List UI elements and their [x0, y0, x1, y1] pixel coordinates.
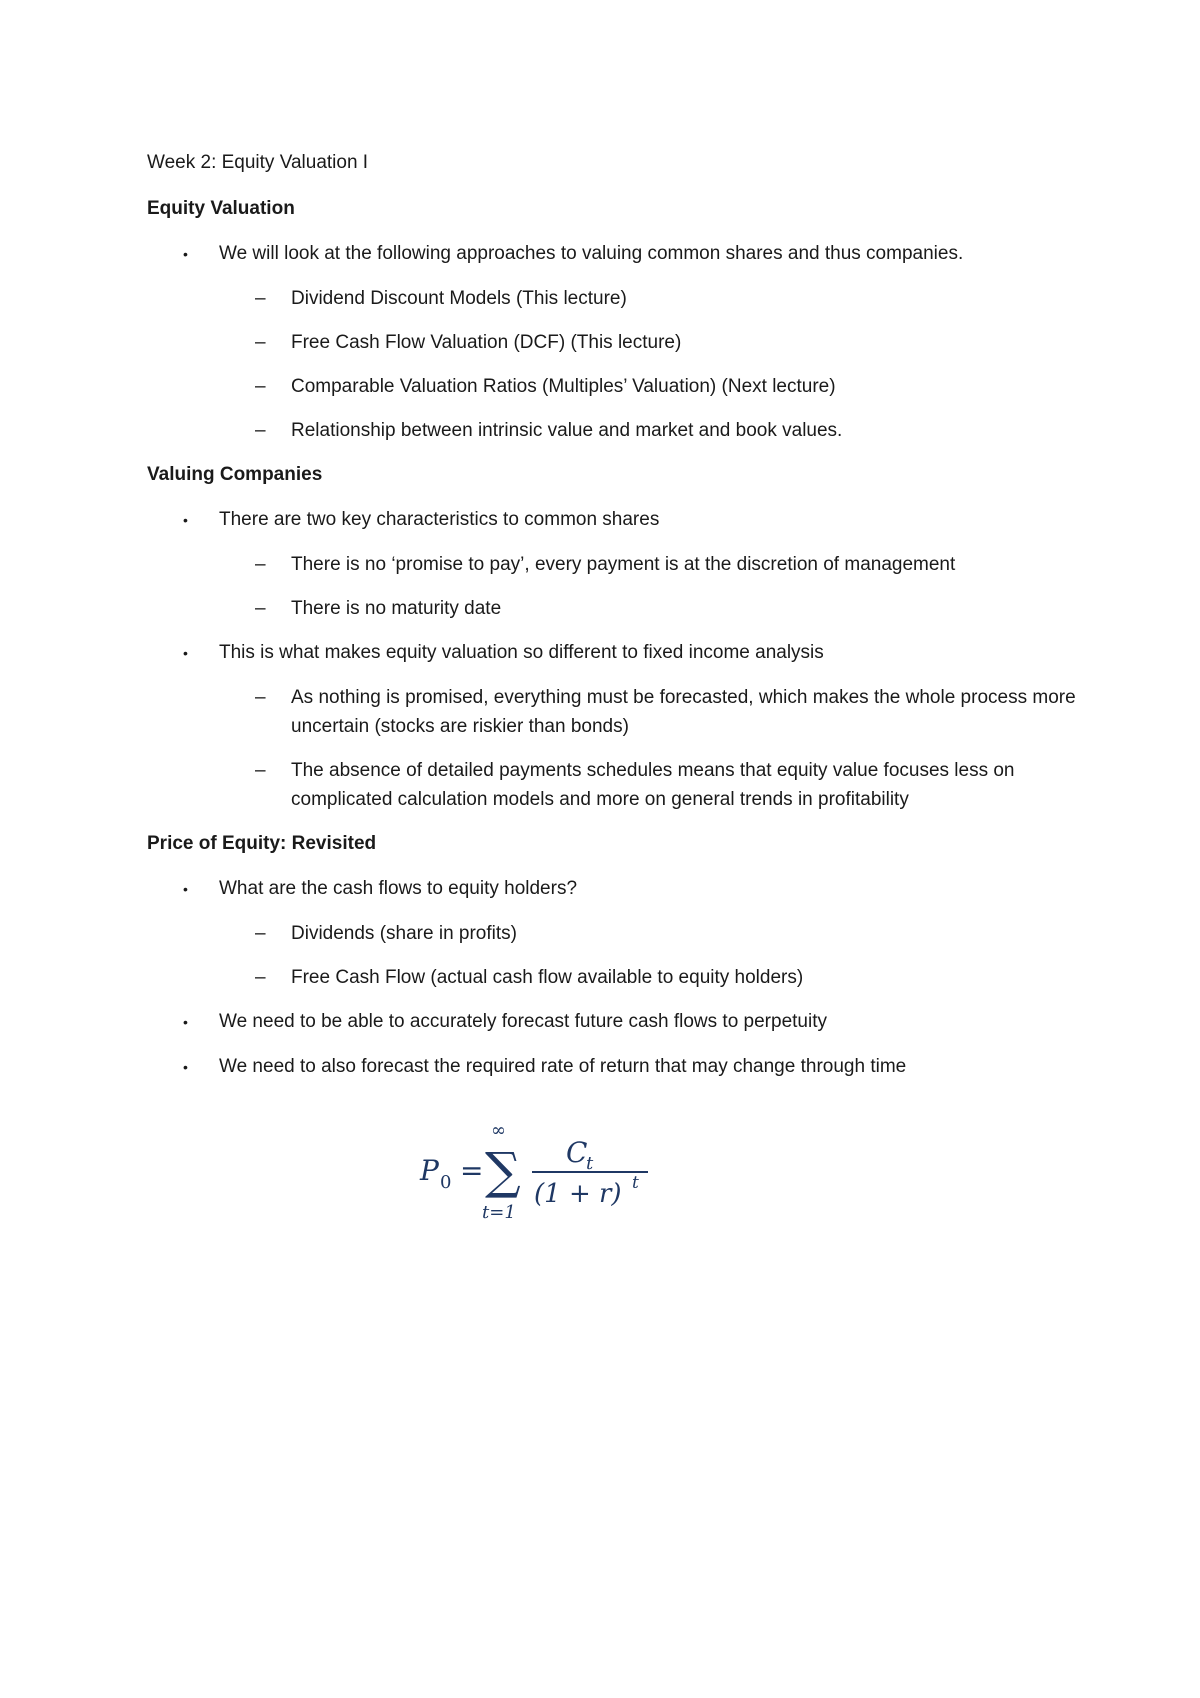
bullet-marker: •	[183, 1014, 188, 1030]
bullet-marker: •	[183, 1059, 188, 1075]
bullet-text: There are two key characteristics to common shares	[219, 509, 660, 530]
sub-bullet-text: There is no maturity date	[291, 598, 502, 619]
formula-denominator-base: (1 + r)	[534, 1179, 622, 1209]
sub-bullet-text: Free Cash Flow (actual cash flow available to equity holders)	[291, 967, 804, 988]
sub-bullet-item	[219, 683, 1077, 741]
dash-marker: –	[255, 923, 266, 944]
dash-marker: –	[255, 760, 266, 781]
dash-marker: –	[255, 420, 266, 441]
sub-bullet-list	[219, 683, 1077, 814]
section-heading: Price of Equity: Revisited	[147, 833, 377, 854]
formula-lhs-subscript: 0	[440, 1172, 452, 1193]
sub-bullet-item	[219, 372, 1077, 401]
bullet-text: We will look at the following approaches to valuing common shares and thus companies.	[219, 243, 964, 264]
sub-bullet-text: Free Cash Flow Valuation (DCF) (This lecture)	[291, 332, 682, 353]
sub-bullet-item	[219, 963, 1077, 992]
document-title: Week 2: Equity Valuation I	[147, 152, 369, 173]
sub-bullet-item	[219, 594, 1077, 623]
formula-lhs-symbol: P	[420, 1154, 439, 1187]
bullet-item	[147, 239, 1077, 445]
sub-bullet-text: Dividend Discount Models (This lecture)	[291, 288, 627, 309]
bullet-marker: •	[183, 246, 188, 262]
bullet-item	[147, 505, 1077, 623]
section-heading: Valuing Companies	[147, 464, 323, 485]
dash-marker: –	[255, 376, 266, 397]
formula-numerator-symbol: C	[566, 1136, 588, 1169]
sub-bullet-item	[219, 416, 1077, 445]
bullet-item	[147, 638, 1077, 814]
bullet-list	[147, 874, 1077, 1082]
bullet-list	[147, 505, 1077, 814]
dash-marker: –	[255, 687, 266, 708]
sub-bullet-item	[219, 328, 1077, 357]
sub-bullet-list	[219, 284, 1077, 445]
sub-bullet-text: Relationship between intrinsic value and market and book values.	[291, 420, 843, 441]
formula-sum-upper: ∞	[491, 1120, 506, 1141]
formula-equals: =	[460, 1154, 484, 1187]
sub-bullet-item	[219, 919, 1077, 948]
price-formula	[416, 1118, 656, 1228]
sub-bullet-text: As nothing is promised, everything must be forecasted, which makes the whole process more uncertain (stocks are riskier than bonds)	[291, 687, 1076, 737]
sections-container	[147, 194, 1077, 1082]
sub-bullet-item	[219, 756, 1077, 814]
bullet-item	[147, 1007, 1077, 1037]
dash-marker: –	[255, 598, 266, 619]
sub-bullet-text: Dividends (share in profits)	[291, 923, 517, 944]
bullet-item	[147, 874, 1077, 992]
dash-marker: –	[255, 332, 266, 353]
formula-numerator-subscript: t	[586, 1153, 594, 1174]
sub-bullet-item	[219, 550, 1077, 579]
bullet-text: What are the cash flows to equity holders?	[219, 878, 578, 899]
document-content	[147, 148, 1077, 1097]
bullet-marker: •	[183, 512, 188, 528]
formula-denominator-exponent: t	[632, 1173, 639, 1193]
sub-bullet-text: Comparable Valuation Ratios (Multiples’ Valuation) (Next lecture)	[291, 376, 836, 397]
bullet-list	[147, 239, 1077, 445]
bullet-text: We need to also forecast the required rate of return that may change through time	[219, 1056, 907, 1077]
bullet-text: We need to be able to accurately forecast future cash flows to perpetuity	[219, 1011, 827, 1032]
bullet-marker: •	[183, 881, 188, 897]
dash-marker: –	[255, 554, 266, 575]
section-heading: Equity Valuation	[147, 198, 295, 219]
sub-bullet-list	[219, 550, 1077, 623]
formula-sum-lower: t=1	[482, 1202, 516, 1223]
sub-bullet-item	[219, 284, 1077, 313]
bullet-marker: •	[183, 645, 188, 661]
formula-sum-symbol: ∑	[485, 1142, 521, 1200]
dash-marker: –	[255, 967, 266, 988]
sub-bullet-list	[219, 919, 1077, 992]
sub-bullet-text: There is no ‘promise to pay’, every payment is at the discretion of management	[291, 554, 956, 575]
dash-marker: –	[255, 288, 266, 309]
bullet-text: This is what makes equity valuation so different to fixed income analysis	[219, 642, 824, 663]
sub-bullet-text: The absence of detailed payments schedules means that equity value focuses less on complicated calculation models and more on general trends in profitability	[291, 760, 1015, 810]
bullet-item	[147, 1052, 1077, 1082]
